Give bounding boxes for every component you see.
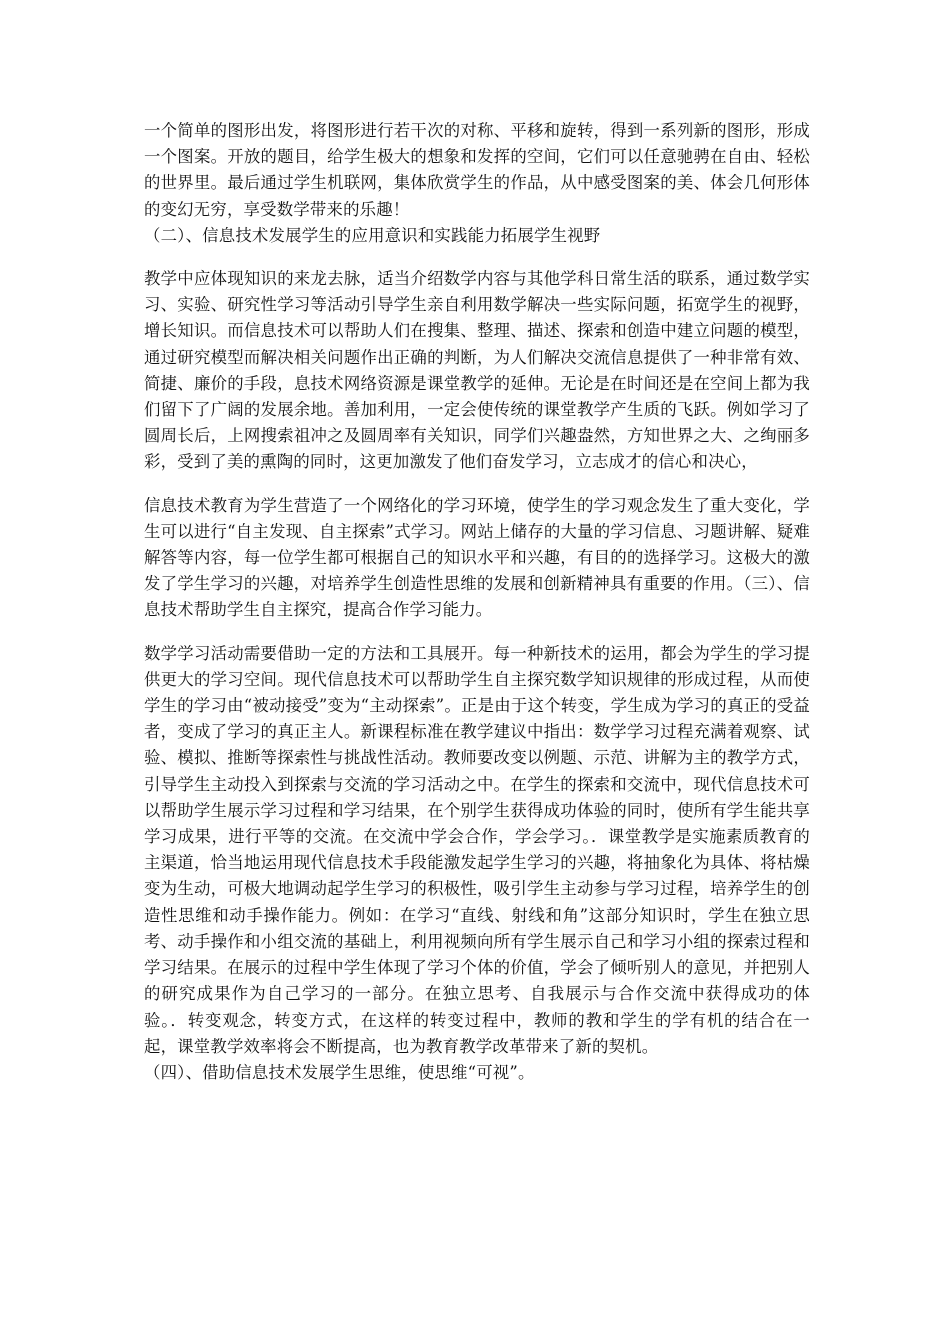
paragraph-2: 教学中应体现知识的来龙去脉，适当介绍数学内容与其他学科日常生活的联系，通过数学实习、实验、研究性学习等活动引导学生亲自利用数学解决一些实际问题，拓宽学生的视野，增长知识。而信息技术可以帮助人们在搜集、整理、描述、探索和创造中建立问题的模型，通过研究模型而解决相关问题作出正确的判断，为人们解决交流信息提供了一种非常有效、简捷、廉价的手段，息技术网络资源是课堂教学的延伸。无论是在时间还是在空间上都为我们留下了广阔的发展余地。善加利用，一定会使传统的课堂教学产生质的飞跃。例如学习了圆周长后，上网搜索祖冲之及圆周率有关知识，同学们兴趣盎然，方知世界之大、之绚丽多彩，受到了美的熏陶的同时，这更加激发了他们奋发学习，立志成才的信心和决心， xyxy=(144,269,810,472)
paragraph-1: 一个简单的图形出发，将图形进行若干次的对称、平移和旋转，得到一系列新的图形，形成一个图案。开放的题目，给学生极大的想象和发挥的空间，它们可以任意驰骋在自由、轻松的世界里。最后通过学生机联网，集体欣赏学生的作品，从中感受图案的美、体会几何形体的变幻无穷，享受数学带来的乐趣！ xyxy=(144,121,810,219)
paragraph-4: 数学学习活动需要借助一定的方法和工具展开。每一种新技术的运用，都会为学生的学习提供更大的学习空间。现代信息技术可以帮助学生自主探究数学知识规律的形成过程，从而使学生的学习由“被动接受”变为“主动探索”。正是由于这个转变，学生成为学习的真正的受益者，变成了学习的真正主人。新课程标准在教学建议中指出：数学学习过程充满着观察、试验、模拟、推断等探索性与挑战性活动。教师要改变以例题、示范、讲解为主的教学方式，引导学生主动投入到探索与交流的学习活动之中。在学生的探索和交流中，现代信息技术可以帮助学生展示学习过程和学习结果，在个别学生获得成功体验的同时，使所有学生能共享学习成果，进行平等的交流。在交流中学会合作，学会学习。．课堂教学是实施素质教育的主渠道，恰当地运用现代信息技术手段能激发起学生学习的兴趣，将抽象化为具体、将枯燥变为生动，可极大地调动起学生学习的积极性，吸引学生主动参与学习过程，培养学生的创造性思维和动手操作能力。例如：在学习“直线、射线和角”这部分知识时，学生在独立思考、动手操作和小组交流的基础上，利用视频向所有学生展示自己和学习小组的探索过程和学习结果。在展示的过程中学生体现了学习个体的价值，学会了倾听别人的意见，并把别人的研究成果作为自己学习的一部分。在独立思考、自我展示与合作交流中获得成功的体验。．转变观念，转变方式，在这样的转变过程中，教师的教和学生的学有机的结合在一起，课堂教学效率将会不断提高，也为教育教学改革带来了新的契机。 xyxy=(144,643,810,1056)
document-page xyxy=(144,118,810,1086)
section-heading-2: （二）、信息技术发展学生的应用意识和实践能力拓展学生视野 xyxy=(144,225,601,245)
paragraph-3: 信息技术教育为学生营造了一个网络化的学习环境，使学生的学习观念发生了重大变化，学生可以进行“自主发现、自主探索”式学习。网站上储存的大量的学习信息、习题讲解、疑难解答等内容，每一位学生都可根据自己的知识水平和兴趣，有目的的选择学习。这极大的激发了学生学习的兴趣，对培养学生创造性思维的发展和创新精神具有重要的作用。（三）、信息技术帮助学生自主探究，提高合作学习能力。 xyxy=(144,495,810,620)
section-heading-4: （四）、借助信息技术发展学生思维，使思维“可视”。 xyxy=(144,1062,535,1082)
